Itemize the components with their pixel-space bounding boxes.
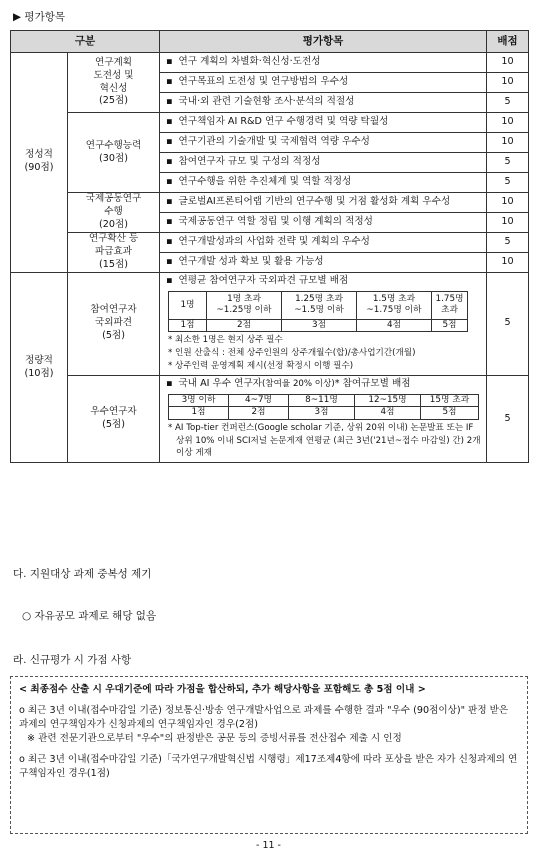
eval-item: ▪ 연구책임자 AI R&D 연구 수행경력 및 역량 탁월성: [160, 113, 487, 133]
range-cell: 1명 초과 ~1.25명 이하: [207, 291, 282, 319]
range-cell: 8~11명: [289, 394, 355, 406]
bullet-icon: ▪: [166, 136, 173, 148]
eval-item: ▪ 연구개발 성과 확보 및 활용 가능성: [160, 252, 487, 272]
page-number: - 11 -: [256, 840, 281, 851]
researcher-score-table: [168, 394, 479, 420]
bullet-icon: ▪: [166, 176, 173, 188]
point-cell: 1점: [169, 407, 229, 419]
bonus-header: < 최종점수 산출 시 우대기준에 따라 가점을 합산하되, 추가 해당사항을 포함해도 총 5점 이내 >: [19, 684, 426, 695]
eval-item-researcher: ▪ 국내 AI 우수 연구자(참여율 20% 이상)* 참여규모별 배점 3명 이하 4~7명 8~11명 12~15명 15명 초과 1점 2점 3점 4점 5점 * AI Top-tier 컨퍼런스(Google scholar 기준, 상위 20위 이내) 논문발표 또는 IF 상위 10% 이내 SCI저널 논문게재 연평균 (최근 3년('21년~접수 마감일) 간) 2개 이상 게재: [160, 375, 487, 462]
eval-item: ▪ 연구기관의 기술개발 및 국제협력 역량 우수성: [160, 133, 487, 153]
eval-item: ▪ 글로벌AI프론티어랩 기반의 연구수행 및 거점 활성화 계획 우수성: [160, 193, 487, 213]
score-cell: 10: [487, 133, 529, 153]
range-cell: 15명 초과: [421, 394, 479, 406]
score-cell: 10: [487, 73, 529, 93]
table-row: [11, 232, 529, 252]
score-cell: 10: [487, 252, 529, 272]
score-cell: 5: [487, 93, 529, 113]
header-items: 평가항목: [160, 31, 487, 53]
bullet-icon: ▪: [166, 76, 173, 88]
bonus-item: o 최근 3년 이내(접수마감일 기준) 정보통신·방송 연구개발사업으로 과제를 수행한 결과 "우수 (90점이상)" 판정 받은 과제의 연구책임자가 신청과제의 연구책임자인 경우(2점): [19, 704, 509, 730]
range-cell: 1.75명 초과: [432, 291, 468, 319]
bonus-item: o 최근 3년 이내(접수마감일 기준)「국가연구개발혁신법 시행령」제17조제4항에 따라 포상을 받은 자가 신청과제의 연구책임자인 경우(1점): [19, 753, 518, 779]
table-row: [11, 193, 529, 213]
table-row: [11, 53, 529, 73]
point-cell: 4점: [357, 319, 432, 331]
section-da-title: 다. 지원대상 과제 중복성 제기: [13, 568, 152, 580]
dispatch-heading: 연평균 참여연구자 국외파견 규모별 배점: [178, 274, 349, 286]
range-cell: 1명: [169, 291, 207, 319]
bullet-icon: ▪: [166, 156, 173, 168]
eval-item: ▪ 연구 계획의 차별화·혁신성·도전성: [160, 53, 487, 73]
note: * AI Top-tier 컨퍼런스(Google scholar 기준, 상위 20위 이내) 논문발표 또는 IF 상위 10% 이내 SCI저널 논문게재 연평균 (최근 3년('21년~접수 마감일) 간) 2개 이상 게재: [168, 422, 481, 459]
bonus-box: [10, 676, 528, 834]
category-quantitative: 정량적 (10점): [11, 272, 68, 462]
range-cell: 1.25명 초과 ~1.5명 이하: [282, 291, 357, 319]
section-ra-title: 라. 신규평가 시 가점 사항: [13, 654, 132, 666]
score-cell: 10: [487, 113, 529, 133]
range-cell: 4~7명: [229, 394, 289, 406]
subcategory: 국제공동연구 수행 (20점): [68, 193, 160, 233]
score-cell: 10: [487, 193, 529, 213]
point-cell: 4점: [355, 407, 421, 419]
bullet-icon: ▪: [166, 96, 173, 108]
bonus-reference: ※ 관련 전문기관으로부터 "우수"의 판정받은 공문 등의 증빙서류를 전산접수 제출 시 인정: [27, 732, 402, 744]
table-header-row: [11, 31, 529, 53]
eval-item: ▪ 국내·외 관련 기술현황 조사·분석의 적절성: [160, 93, 487, 113]
eval-item: ▪ 참여연구자 규모 및 구성의 적정성: [160, 153, 487, 173]
header-category: 구분: [11, 31, 160, 53]
dispatch-score-table: [168, 291, 468, 332]
point-cell: 2점: [229, 407, 289, 419]
range-cell: 3명 이하: [169, 394, 229, 406]
point-cell: 1점: [169, 319, 207, 331]
score-cell: 5: [487, 153, 529, 173]
score-cell: 10: [487, 212, 529, 232]
point-cell: 5점: [432, 319, 468, 331]
note: * 상주인력 운영계획 제시(선정 확정시 이행 필수): [168, 360, 354, 371]
note: * 인원 산출식 : 전체 상주인원의 상주개월수(합)/총사업기간(개월): [168, 348, 416, 359]
header-points: 배점: [487, 31, 529, 53]
score-cell: 5: [487, 272, 529, 375]
bullet-icon: ▪: [166, 235, 173, 247]
category-qualitative: 정성적 (90점): [11, 53, 68, 273]
eval-item: ▪ 연구개발성과의 사업화 전략 및 계획의 우수성: [160, 232, 487, 252]
eval-item: ▪ 국제공동연구 역할 정립 및 이행 계획의 적정성: [160, 212, 487, 232]
score-cell: 5: [487, 173, 529, 193]
point-cell: 2점: [207, 319, 282, 331]
subcategory: 연구확산 등 파급효과 (15점): [68, 232, 160, 272]
table-row: [11, 375, 529, 462]
eval-item-dispatch: [160, 272, 487, 375]
point-cell: 5점: [421, 407, 479, 419]
score-cell: 5: [487, 232, 529, 252]
point-cell: 3점: [282, 319, 357, 331]
bullet-icon: ▪: [166, 195, 173, 207]
eval-item: ▪ 연구수행을 위한 추진체계 및 역할 적정성: [160, 173, 487, 193]
range-cell: 12~15명: [355, 394, 421, 406]
triangle-icon: ▶: [13, 11, 22, 23]
section-da-item: ○ 자유공모 과제로 해당 없음: [22, 610, 157, 622]
bullet-icon: ▪: [166, 255, 173, 267]
note: * 최소한 1명은 현지 상주 필수: [168, 335, 283, 346]
subcategory: 연구수행능력 (30점): [68, 113, 160, 193]
evaluation-table: [10, 30, 529, 463]
score-cell: 10: [487, 53, 529, 73]
bullet-icon: ▪: [166, 56, 173, 68]
bullet-icon: ▪: [166, 274, 173, 286]
subcategory: 우수연구자 (5점): [68, 375, 160, 462]
bullet-icon: ▪: [166, 215, 173, 227]
subcategory: 참여연구자 국외파견 (5점): [68, 272, 160, 375]
range-cell: 1.5명 초과 ~1.75명 이하: [357, 291, 432, 319]
section-title: [13, 9, 65, 24]
table-row: [11, 272, 529, 375]
bullet-icon: ▪: [166, 116, 173, 128]
table-row: [11, 113, 529, 133]
point-cell: 3점: [289, 407, 355, 419]
score-cell: 5: [487, 375, 529, 462]
bullet-icon: ▪: [166, 377, 173, 389]
subcategory: 연구계획 도전성 및 혁신성 (25점): [68, 53, 160, 113]
eval-item: ▪ 연구목표의 도전성 및 연구방법의 우수성: [160, 73, 487, 93]
section-title-text: 평가항목: [24, 11, 65, 23]
